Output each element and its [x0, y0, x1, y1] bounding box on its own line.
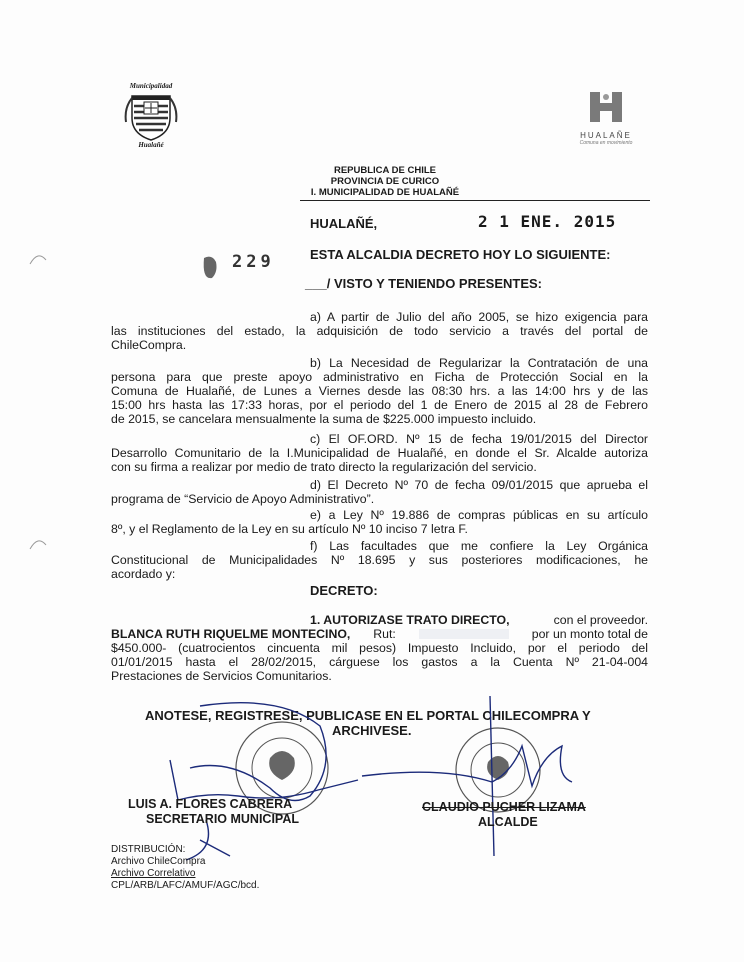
visto-text: VISTO Y TENIENDO PRESENTES: — [333, 276, 542, 291]
brand-subtitle: Comuna en movimiento — [579, 140, 633, 146]
header-municipality: I. MUNICIPALIDAD DE HUALAÑÉ — [310, 187, 460, 198]
para-b-line2: persona para que preste apoyo administrativo en Ficha de Protección Social en la — [111, 370, 648, 384]
punch-hole-mark-icon — [28, 250, 48, 266]
ink-smudge-icon — [200, 254, 220, 280]
para-c-line3: con su firma a realizar por medio de trato directo la regularización del servicio. — [111, 460, 537, 474]
right-signer-name: CLAUDIO PUCHER LIZAMA — [422, 800, 586, 814]
decreto-line5: Prestaciones de Servicios Comunitarios. — [111, 669, 332, 683]
brand-name: HUALAÑE — [580, 131, 632, 140]
decreto-title: DECRETO: — [310, 583, 378, 598]
para-a-line1: a) A partir de Julio del año 2005, se hizo exigencia para — [310, 310, 648, 324]
para-b-line5: de 2015, se cancelara mensualmente la suma de $225.000 impuesto incluido. — [111, 412, 537, 426]
h-monogram-icon — [588, 90, 624, 124]
left-signer-title: SECRETARIO MUNICIPAL — [146, 812, 300, 826]
para-c-line2: Desarrollo Comunitario de la I.Municipalidad de Hualañé, en donde el Sr. Alcalde autoriza — [111, 446, 648, 460]
distribution-item: Archivo ChileCompra — [111, 856, 206, 867]
para-b-line4: 15:00 hrs hasta las 17:33 horas, por el periodo del 1 de Enero de 2015 al 28 de Febrero — [111, 398, 648, 412]
para-a-line2: las instituciones del estado, la adquisición de todo servicio a través del portal de — [111, 324, 648, 338]
para-d-line2: programa de “Servicio de Apoyo Administrativo”. — [111, 492, 375, 506]
distribution-block — [111, 844, 259, 892]
punch-hole-mark-icon — [28, 535, 48, 551]
decreto-line2 — [111, 627, 648, 641]
para-f-line3: acordado y: — [111, 567, 176, 581]
decreto-line3: $450.000- (cuatrocientos cincuenta mil pesos) Impuesto Incluido, por el periodo del — [111, 641, 648, 655]
right-signer-title: ALCALDE — [478, 815, 538, 829]
visto-line — [305, 277, 542, 291]
distribution-item: CPL/ARB/LAFC/AMUF/AGC/bcd. — [111, 880, 260, 891]
provider-name: BLANCA RUTH RIQUELME MONTECINO, — [111, 627, 351, 641]
distribution-item: Archivo Correlativo — [111, 868, 196, 879]
handwritten-signatures-icon — [140, 690, 620, 865]
closing-line1: ANOTESE, REGISTRESE, PUBLICASE EN EL PORTAL CHILECOMPRA Y — [145, 708, 591, 723]
hualane-brand-logo — [576, 90, 636, 154]
decree-number: 229 — [232, 252, 275, 272]
para-d-line1: d) El Decreto Nº 70 de fecha 09/01/2015 que aprueba el — [310, 478, 648, 492]
header-province: PROVINCIA DE CURICO — [330, 176, 440, 187]
para-b-line1: b) La Necesidad de Regularizar la Contratación de una — [310, 356, 648, 370]
rut-redacted — [419, 629, 509, 639]
crest-top-text: Municipalidad — [129, 82, 173, 90]
place-label: HUALAÑÉ, — [310, 216, 378, 231]
rut-label: Rut: — [373, 627, 396, 641]
decreto-authorize: 1. AUTORIZASE TRATO DIRECTO, — [310, 613, 510, 627]
para-c-line1: c) El OF.ORD. Nº 15 de fecha 19/01/2015 del Director — [310, 432, 648, 446]
date-stamp: 2 1 ENE. 2015 — [478, 212, 617, 231]
para-e-line1: e) a Ley Nº 19.886 de compras públicas en su artículo — [310, 508, 648, 522]
crest-icon — [124, 92, 178, 142]
para-f-line1: f) Las facultades que me confiere la Ley Orgánica — [310, 539, 648, 553]
para-b-line3: Comuna de Hualañé, de Lunes a Viernes desde las 08:30 hrs. a las 14:00 hrs y de las — [111, 384, 648, 398]
decreto-provider: con el proveedor. — [553, 613, 648, 627]
visto-prefix: ___/ — [305, 276, 331, 291]
amount-text: por un monto total de — [531, 627, 648, 641]
intro-line: ESTA ALCALDIA DECRETO HOY LO SIGUIENTE: — [310, 247, 611, 262]
header-rule — [300, 200, 650, 201]
para-a-line3: ChileCompra. — [111, 338, 187, 352]
para-f-line2: Constitucional de Municipalidades Nº 18.695 y sus posteriores modificaciones, he — [111, 553, 648, 567]
left-signer-name: LUIS A. FLORES CABRERA — [128, 797, 293, 811]
municipal-crest-logo — [118, 84, 184, 150]
distribution-title: DISTRIBUCIÓN: — [111, 844, 186, 855]
para-e-line2: 8º, y el Reglamento de la Ley en su artículo Nº 10 inciso 7 letra F. — [111, 522, 468, 536]
header-republic: REPUBLICA DE CHILE — [333, 165, 437, 176]
closing-line2: ARCHIVESE. — [332, 723, 412, 738]
decreto-line1 — [310, 613, 648, 627]
decreto-line4: 01/01/2015 hasta el 28/02/2015, cárguese los gastos a la Cuenta Nº 21-04-004 — [111, 655, 648, 669]
crest-bottom-text: Hualañé — [138, 141, 164, 149]
